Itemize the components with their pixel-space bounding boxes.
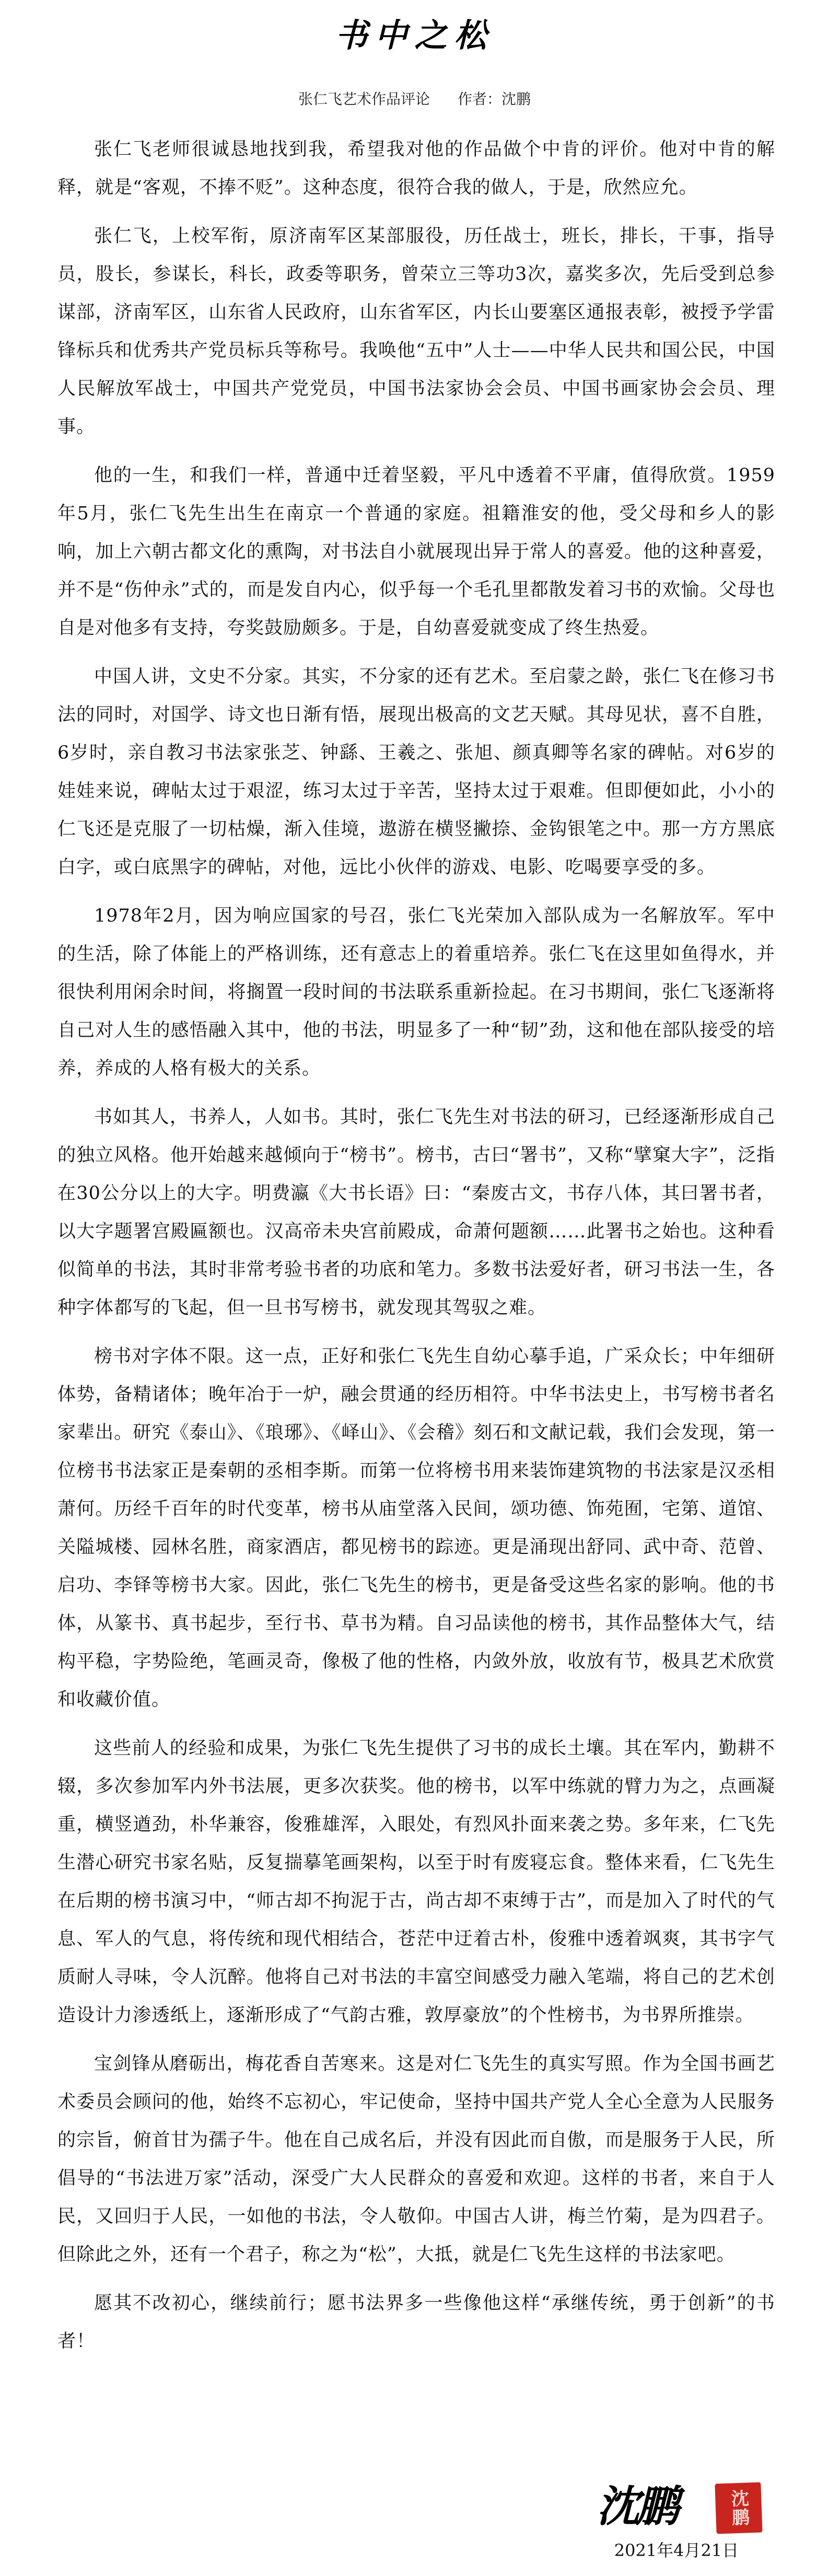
paragraph: 他的一生，和我们一样，普通中迁着坚毅，平凡中透着不平庸，值得欣赏。1959年5月，张仁飞先生出生在南京一个普通的家庭。祖籍淮安的他，受父母和乡人的影响，加上六朝古都文化的熏陶，对书法自小就展现出异于常人的喜爱。他的这种喜爱，并不是“伤仲永”式的，而是发自内心，似乎每一个毛孔里都散发着习书的欢愉。父母也自是对他多有支持，夸奖鼓励颇多。于是，自幼喜爱就变成了终生热爱。 [57, 465, 775, 639]
article-subtitle [0, 88, 829, 109]
paragraph: 张仁飞老师很诚恳地找到我，希望我对他的作品做个中肯的评价。他对中肯的解释，就是“客观，不捧不贬”。这种态度，很符合我的做人，于是，欣然应允。 [57, 139, 775, 198]
red-seal-stamp [715, 2482, 762, 2534]
article-body [57, 131, 775, 2371]
subtitle-author: 作者：沈鹏 [457, 90, 531, 108]
article-date: 2021年4月21日 [614, 2540, 739, 2560]
signature-text: 沈鹏 [597, 2481, 676, 2532]
article-title: 书中之松 [335, 16, 494, 54]
seal-text: 沈鹏 [727, 2489, 750, 2527]
paragraph: 宝剑锋从磨砺出，梅花香自苦寒来。这是对仁飞先生的真实写照。作为全国书画艺术委员会顾问的他，始终不忘初心，牢记使命，坚持中国共产党人全心全意为人民服务的宗旨，俯首甘为孺子牛。他在自己成名后，并没有因此而自傲，而是服务于人民，所倡导的“书法进万家”活动，深受广大人民群众的喜爱和欢迎。这样的书者，来自于人民，又回归于人民，一如他的书法，令人敬仰。中国古人讲，梅兰竹菊，是为四君子。但除此之外，还有一个君子，称之为“松”，大抵，就是仁飞先生这样的书法家吧。 [57, 2053, 775, 2265]
paragraph: 愿其不改初心，继续前行；愿书法界多一些像他这样“承继传统，勇于创新”的书者！ [57, 2293, 775, 2352]
paragraph: 这些前人的经验和成果，为张仁飞先生提供了习书的成长土壤。其在军内，勤耕不辍，多次参加军内外书法展，更多次获奖。他的榜书，以军中练就的臂力为之，点画凝重，横竖遒劲，朴华兼容，俊雅雄浑，入眼处，有烈风扑面来袭之势。多年来，仁飞先生潜心研究书家名贴，反复揣摹笔画架构，以至于时有废寝忘食。整体来看，仁飞先生在后期的榜书演习中，“师古却不拘泥于古，尚古却不束缚于古”，而是加入了时代的气息、军人的气息，将传统和现代相结合，苍茫中迂着古朴，俊雅中透着飒爽，其书字气质耐人寻味，令人沉醉。他将自己对书法的丰富空间感受力融入笔端，将自己的艺术创造设计力渗透纸上，逐渐形成了“气韵古雅，敦厚豪放”的个性榜书，为书界所推崇。 [57, 1738, 775, 2026]
paragraph: 张仁飞，上校军衔，原济南军区某部服役，历任战士，班长，排长，干事，指导员，股长，参谋长，科长，政委等职务，曾荣立三等功3次，嘉奖多次，先后受到总参谋部，济南军区，山东省人民政府，山东省军区，内长山要塞区通报表彰，被授予学雷锋标兵和优秀共产党员标兵等称号。我唤他“五中”人士——中华人民共和国公民，中国人民解放军战士，中国共产党党员，中国书法家协会会员、中国书画家协会会员、理事。 [57, 226, 775, 437]
paragraph: 中国人讲，文史不分家。其实，不分家的还有艺术。至启蒙之龄，张仁飞在修习书法的同时，对国学、诗文也日渐有悟，展现出极高的文艺天赋。其母见状，喜不自胜，6岁时，亲自教习书法家张芝、钟繇、王羲之、张旭、颜真卿等名家的碑帖。对6岁的娃娃来说，碑帖太过于艰涩，练习太过于辛苦，坚持太过于艰难。但即便如此，小小的仁飞还是克服了一切枯燥，渐入佳境，遨游在横竖撇捺、金钩银笔之中。那一方方黑底白字，或白底黑字的碑帖，对他，远比小伙伴的游戏、电影、吃喝要享受的多。 [57, 666, 775, 878]
paragraph: 1978年2月，因为响应国家的号召，张仁飞光荣加入部队成为一名解放军。军中的生活，除了体能上的严格训练，还有意志上的着重培养。张仁飞在这里如鱼得水，并很快利用闲余时间，将搁置一段时间的书法联系重新捡起。在习书期间，张仁飞逐渐将自己对人生的感悟融入其中，他的书法，明显多了一种“韧”劲，这和他在部队接受的培养，养成的人格有极大的关系。 [57, 906, 775, 1079]
author-signature [597, 2478, 711, 2535]
paragraph: 书如其人，书养人，人如书。其时，张仁飞先生对书法的研习，已经逐渐形成自己的独立风格。他开始越来越倾向于“榜书”。榜书，古曰“署书”，又称“擘窠大字”，泛指在30公分以上的大字。明费瀛《大书长语》曰：“秦废古文，书存八体，其曰署书者，以大字题署宫殿匾额也。汉高帝未央宫前殿成，命萧何题额……此署书之始也。这种看似简单的书法，其时非常考验书者的功底和笔力。多数书法爱好者，研习书法一生，各种字体都写的飞起，但一旦书写榜书，就发现其驾驭之难。 [57, 1107, 775, 1318]
subtitle-work: 张仁飞艺术作品评论 [298, 90, 430, 108]
paragraph: 榜书对字体不限。这一点，正好和张仁飞先生自幼心摹手追，广采众长；中年细研体势，备精诸体；晚年冶于一炉，融会贯通的经历相符。中华书法史上，书写榜书者名家辈出。研究《泰山》、《琅琊》、《峄山》、《会稽》刻石和文献记载，我们会发现，第一位榜书书法家正是秦朝的丞相李斯。而第一位将榜书用来装饰建筑物的书法家是汉丞相萧何。历经千百年的时代变革，榜书从庙堂落入民间，颂功德、饰苑囿，宅第、道馆、关隘城楼、园林名胜，商家酒店，都见榜书的踪迹。更是涌现出舒同、武中奇、范曾、启功、李铎等榜书大家。因此，张仁飞先生的榜书，更是备受这些名家的影响。他的书体，从篆书、真书起步，至行书、草书为精。自习品读他的榜书，其作品整体大气，结构平稳，字势险绝，笔画灵奇，像极了他的性格，内敛外放，收放有节，极具艺术欣赏和收藏价值。 [57, 1346, 775, 1710]
